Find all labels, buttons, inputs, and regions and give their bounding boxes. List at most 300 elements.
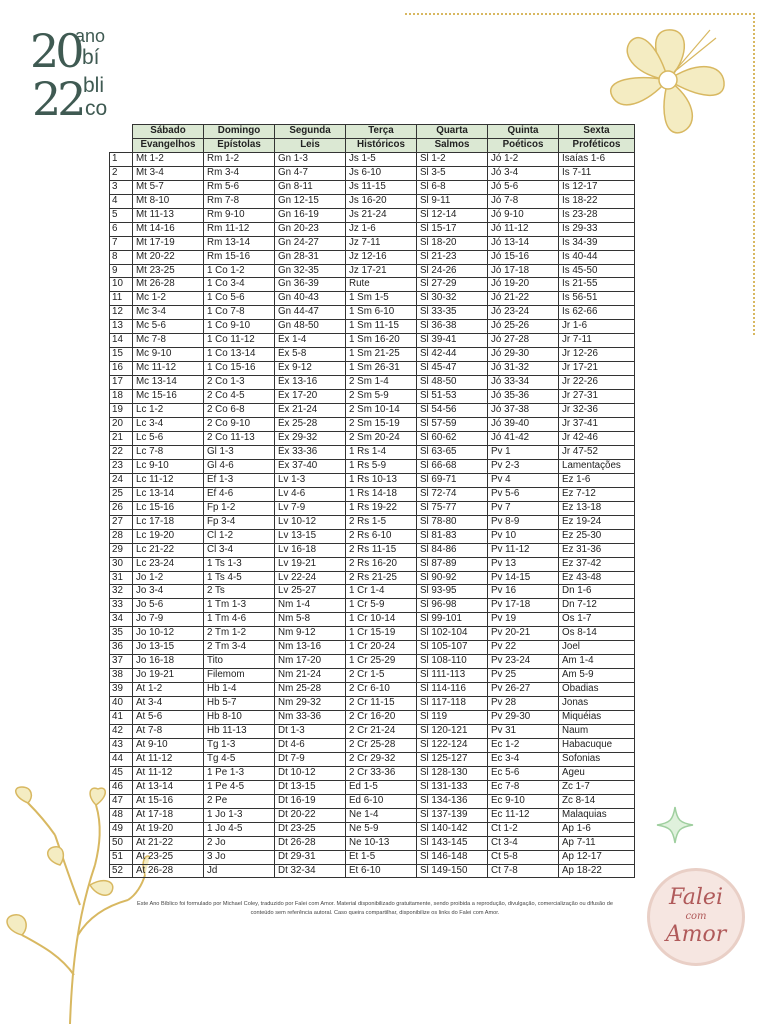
wednesday-reading: Sl 51-53 [417,390,488,404]
table-row [110,208,635,222]
tuesday-reading: Ne 10-13 [346,836,417,850]
monday-reading: Dt 10-12 [275,766,346,780]
tuesday-reading: 2 Rs 16-20 [346,557,417,571]
sunday-reading: 2 Tm 3-4 [204,641,275,655]
table-row [110,697,635,711]
thursday-reading: Pv 28 [488,697,559,711]
tuesday-reading: 2 Rs 21-25 [346,571,417,585]
saturday-reading: Mt 14-16 [133,222,204,236]
friday-reading: Is 34-39 [559,236,635,250]
friday-reading: Os 1-7 [559,613,635,627]
week-number: 3 [110,180,133,194]
saturday-reading: Lc 21-22 [133,543,204,557]
header-genre-psalms: Salmos [417,138,488,152]
monday-reading: Nm 21-24 [275,669,346,683]
saturday-reading: Jo 19-21 [133,669,204,683]
sunday-reading: Rm 7-8 [204,194,275,208]
wednesday-reading: Sl 60-62 [417,431,488,445]
tuesday-reading: 1 Cr 25-29 [346,655,417,669]
table-row [110,864,635,878]
friday-reading: Ez 43-48 [559,571,635,585]
table-row [110,780,635,794]
header-day-tuesday: Terça [346,125,417,139]
sunday-reading: Rm 15-16 [204,250,275,264]
table-row [110,473,635,487]
monday-reading: Lv 19-21 [275,557,346,571]
wednesday-reading: Sl 128-130 [417,766,488,780]
wednesday-reading: Sl 122-124 [417,738,488,752]
thursday-reading: Pv 10 [488,529,559,543]
friday-reading: Jr 1-6 [559,320,635,334]
sunday-reading: 2 Co 9-10 [204,418,275,432]
tuesday-reading: 2 Cr 33-36 [346,766,417,780]
monday-reading: Gn 20-23 [275,222,346,236]
table-row [110,711,635,725]
table-row [110,236,635,250]
table-row [110,501,635,515]
friday-reading: Os 8-14 [559,627,635,641]
sunday-reading: Ef 4-6 [204,487,275,501]
tuesday-reading: 1 Rs 10-13 [346,473,417,487]
thursday-reading: Ec 5-6 [488,766,559,780]
week-number: 23 [110,459,133,473]
wednesday-reading: Sl 120-121 [417,724,488,738]
footnote: Este Ano Bíblico foi formulado por Michael Coley, traduzido por Falei com Amor. Material disponibilizado gratuitamente, sendo proibida a reprodução, divulgação, comercialização ou difusão de conteúdo sem referência autoral. Caso queira compartilhar, disponibilize os links do Falei com Amor. [137,901,613,916]
monday-reading: Gn 40-43 [275,292,346,306]
saturday-reading: Lc 23-24 [133,557,204,571]
friday-reading: Ez 25-30 [559,529,635,543]
week-number: 33 [110,599,133,613]
sunday-reading: 2 Co 6-8 [204,404,275,418]
wednesday-reading: Sl 137-139 [417,808,488,822]
tuesday-reading: 2 Sm 15-19 [346,418,417,432]
saturday-reading: Jo 13-15 [133,641,204,655]
friday-reading: Jonas [559,697,635,711]
friday-reading: Ageu [559,766,635,780]
saturday-reading: Mc 7-8 [133,334,204,348]
sunday-reading: 1 Co 5-6 [204,292,275,306]
friday-reading: Jr 47-52 [559,445,635,459]
wednesday-reading: Sl 54-56 [417,404,488,418]
week-number: 13 [110,320,133,334]
thursday-reading: Jó 35-36 [488,390,559,404]
table-row [110,836,635,850]
sunday-reading: 1 Jo 4-5 [204,822,275,836]
friday-reading: Ez 31-36 [559,543,635,557]
saturday-reading: Mc 5-6 [133,320,204,334]
friday-reading: Miquéias [559,711,635,725]
wednesday-reading: Sl 39-41 [417,334,488,348]
table-row [110,515,635,529]
monday-reading: Lv 25-27 [275,585,346,599]
week-number: 27 [110,515,133,529]
sunday-reading: 1 Co 1-2 [204,264,275,278]
friday-reading: Am 5-9 [559,669,635,683]
thursday-reading: Ct 3-4 [488,836,559,850]
saturday-reading: At 13-14 [133,780,204,794]
week-number: 39 [110,683,133,697]
tuesday-reading: 2 Rs 11-15 [346,543,417,557]
table-row [110,613,635,627]
sunday-reading: Fp 1-2 [204,501,275,515]
monday-reading: Nm 17-20 [275,655,346,669]
friday-reading: Ap 1-6 [559,822,635,836]
monday-reading: Dt 23-25 [275,822,346,836]
friday-reading: Am 1-4 [559,655,635,669]
tuesday-reading: 2 Rs 6-10 [346,529,417,543]
stamp-line-3: Amor [665,922,727,947]
week-number: 45 [110,766,133,780]
thursday-reading: Ec 1-2 [488,738,559,752]
saturday-reading: At 19-20 [133,822,204,836]
wednesday-reading: Sl 1-2 [417,152,488,166]
sunday-reading: 1 Jo 1-3 [204,808,275,822]
week-number: 38 [110,669,133,683]
thursday-reading: Pv 20-21 [488,627,559,641]
tuesday-reading: 1 Rs 1-4 [346,445,417,459]
wednesday-reading: Sl 93-95 [417,585,488,599]
friday-reading: Obadias [559,683,635,697]
table-row [110,348,635,362]
sunday-reading: 2 Tm 1-2 [204,627,275,641]
wednesday-reading: Sl 63-65 [417,445,488,459]
sunday-reading: 1 Co 7-8 [204,306,275,320]
sunday-reading: 1 Tm 4-6 [204,613,275,627]
year-logo [30,22,140,127]
friday-reading: Ez 13-18 [559,501,635,515]
thursday-reading: Ec 3-4 [488,752,559,766]
monday-reading: Nm 25-28 [275,683,346,697]
monday-reading: Êx 17-20 [275,390,346,404]
monday-reading: Dt 26-28 [275,836,346,850]
table-row [110,418,635,432]
friday-reading: Is 56-51 [559,292,635,306]
week-number: 10 [110,278,133,292]
tuesday-reading: Jz 12-16 [346,250,417,264]
thursday-reading: Jó 25-26 [488,320,559,334]
thursday-reading: Ct 5-8 [488,850,559,864]
week-number: 9 [110,264,133,278]
friday-reading: Jr 17-21 [559,362,635,376]
saturday-reading: Jo 3-4 [133,585,204,599]
logo-ano: ano [75,26,106,46]
tuesday-reading: Et 1-5 [346,850,417,864]
monday-reading: Lv 4-6 [275,487,346,501]
thursday-reading: Pv 7 [488,501,559,515]
monday-reading: Lv 10-12 [275,515,346,529]
sunday-reading: 1 Co 3-4 [204,278,275,292]
reading-plan-table [109,124,635,878]
sunday-reading: 1 Co 9-10 [204,320,275,334]
week-number: 14 [110,334,133,348]
friday-reading: Habacuque [559,738,635,752]
wednesday-reading: Sl 72-74 [417,487,488,501]
saturday-reading: Mt 5-7 [133,180,204,194]
tuesday-reading: 1 Cr 5-9 [346,599,417,613]
thursday-reading: Ec 11-12 [488,808,559,822]
friday-reading: Is 21-55 [559,278,635,292]
header-day-friday: Sexta [559,125,635,139]
monday-reading: Lv 13-15 [275,529,346,543]
sunday-reading: 1 Co 13-14 [204,348,275,362]
wednesday-reading: Sl 36-38 [417,320,488,334]
wednesday-reading: Sl 18-20 [417,236,488,250]
saturday-reading: Mt 17-19 [133,236,204,250]
thursday-reading: Jó 13-14 [488,236,559,250]
monday-reading: Nm 29-32 [275,697,346,711]
thursday-reading: Pv 25 [488,669,559,683]
table-row [110,264,635,278]
thursday-reading: Jó 27-28 [488,334,559,348]
saturday-reading: Mt 20-22 [133,250,204,264]
table-row [110,250,635,264]
thursday-reading: Pv 8-9 [488,515,559,529]
header-genre-gospels: Evangelhos [133,138,204,152]
friday-reading: Isaías 1-6 [559,152,635,166]
tuesday-reading: Jz 1-6 [346,222,417,236]
thursday-reading: Pv 31 [488,724,559,738]
week-number: 16 [110,362,133,376]
wednesday-reading: Sl 117-118 [417,697,488,711]
table-row [110,738,635,752]
monday-reading: Gn 32-35 [275,264,346,278]
week-number: 20 [110,418,133,432]
saturday-reading: At 26-28 [133,864,204,878]
thursday-reading: Ct 1-2 [488,822,559,836]
tuesday-reading: 1 Sm 21-25 [346,348,417,362]
week-number: 44 [110,752,133,766]
tuesday-reading: 2 Cr 6-10 [346,683,417,697]
monday-reading: Lv 7-9 [275,501,346,515]
monday-reading: Dt 29-31 [275,850,346,864]
saturday-reading: Lc 9-10 [133,459,204,473]
wednesday-reading: Sl 69-71 [417,473,488,487]
friday-reading: Jr 32-36 [559,404,635,418]
thursday-reading: Jó 19-20 [488,278,559,292]
thursday-reading: Pv 17-18 [488,599,559,613]
thursday-reading: Jó 15-16 [488,250,559,264]
header-day-sunday: Domingo [204,125,275,139]
saturday-reading: At 11-12 [133,752,204,766]
week-number: 22 [110,445,133,459]
table-row [110,166,635,180]
friday-reading: Is 40-44 [559,250,635,264]
monday-reading: Êx 25-28 [275,418,346,432]
sunday-reading: Rm 13-14 [204,236,275,250]
sunday-reading: 2 Co 4-5 [204,390,275,404]
sunday-reading: Tg 4-5 [204,752,275,766]
falei-com-amor-stamp [647,868,745,966]
sunday-reading: 3 Jo [204,850,275,864]
sunday-reading: Fp 3-4 [204,515,275,529]
thursday-reading: Pv 2-3 [488,459,559,473]
tuesday-reading: Jz 7-11 [346,236,417,250]
reading-plan-body [110,152,635,878]
saturday-reading: Lc 5-6 [133,431,204,445]
tuesday-reading: 2 Cr 16-20 [346,711,417,725]
tuesday-reading: 2 Cr 25-28 [346,738,417,752]
thursday-reading: Pv 5-6 [488,487,559,501]
wednesday-reading: Sl 15-17 [417,222,488,236]
stamp-line-1: Falei [669,885,723,910]
sunday-reading: Hb 1-4 [204,683,275,697]
wednesday-reading: Sl 131-133 [417,780,488,794]
table-row [110,627,635,641]
logo-20: 20 [30,24,81,78]
tuesday-reading: 1 Cr 15-19 [346,627,417,641]
sunday-reading: Rm 1-2 [204,152,275,166]
saturday-reading: Lc 19-20 [133,529,204,543]
thursday-reading: Jó 7-8 [488,194,559,208]
saturday-reading: Mc 9-10 [133,348,204,362]
thursday-reading: Ec 9-10 [488,794,559,808]
table-row [110,222,635,236]
sunday-reading: Rm 9-10 [204,208,275,222]
tuesday-reading: Et 6-10 [346,864,417,878]
table-row [110,445,635,459]
saturday-reading: Lc 11-12 [133,473,204,487]
friday-reading: Jr 37-41 [559,418,635,432]
week-number: 31 [110,571,133,585]
monday-reading: Nm 5-8 [275,613,346,627]
tuesday-reading: 1 Rs 14-18 [346,487,417,501]
table-row [110,194,635,208]
logo-22: 22 [32,72,83,126]
friday-reading: Ez 19-24 [559,515,635,529]
table-row [110,794,635,808]
table-row [110,278,635,292]
thursday-reading: Jó 1-2 [488,152,559,166]
sunday-reading: Rm 5-6 [204,180,275,194]
wednesday-reading: Sl 21-23 [417,250,488,264]
thursday-reading: Pv 13 [488,557,559,571]
week-number: 46 [110,780,133,794]
week-number: 42 [110,724,133,738]
table-row [110,459,635,473]
friday-reading: Is 7-11 [559,166,635,180]
header-genre-prophecy: Proféticos [559,138,635,152]
tuesday-reading: 1 Cr 1-4 [346,585,417,599]
logo-bli: bli [83,74,105,97]
saturday-reading: Jo 16-18 [133,655,204,669]
wednesday-reading: Sl 125-127 [417,752,488,766]
thursday-reading: Jó 3-4 [488,166,559,180]
thursday-reading: Pv 14-15 [488,571,559,585]
saturday-reading: At 9-10 [133,738,204,752]
sunday-reading: 2 Jo [204,836,275,850]
table-row [110,557,635,571]
table-row [110,376,635,390]
table-row [110,571,635,585]
wednesday-reading: Sl 149-150 [417,864,488,878]
tuesday-reading: Ne 1-4 [346,808,417,822]
table-row [110,362,635,376]
sunday-reading: 1 Ts 1-3 [204,557,275,571]
friday-reading: Ez 7-12 [559,487,635,501]
header-day-monday: Segunda [275,125,346,139]
tuesday-reading: 1 Sm 6-10 [346,306,417,320]
monday-reading: Dt 4-6 [275,738,346,752]
wednesday-reading: Sl 9-11 [417,194,488,208]
monday-reading: Êx 9-12 [275,362,346,376]
header-genre-history: Históricos [346,138,417,152]
table-row [110,766,635,780]
thursday-reading: Jó 17-18 [488,264,559,278]
week-number: 50 [110,836,133,850]
friday-reading: Zc 1-7 [559,780,635,794]
tuesday-reading: 1 Sm 1-5 [346,292,417,306]
thursday-reading: Pv 1 [488,445,559,459]
sparkle-star-icon [656,806,694,844]
friday-reading: Dn 7-12 [559,599,635,613]
week-number: 7 [110,236,133,250]
thursday-reading: Jó 9-10 [488,208,559,222]
table-row [110,487,635,501]
tuesday-reading: Js 1-5 [346,152,417,166]
monday-reading: Gn 4-7 [275,166,346,180]
tuesday-reading: 1 Rs 5-9 [346,459,417,473]
wednesday-reading: Sl 99-101 [417,613,488,627]
wednesday-reading: Sl 111-113 [417,669,488,683]
monday-reading: Êx 33-36 [275,445,346,459]
header-corner [110,138,133,152]
saturday-reading: At 11-12 [133,766,204,780]
thursday-reading: Jó 11-12 [488,222,559,236]
sunday-reading: 1 Co 11-12 [204,334,275,348]
sunday-reading: Hb 8-10 [204,711,275,725]
monday-reading: Êx 21-24 [275,404,346,418]
tuesday-reading: Rute [346,278,417,292]
friday-reading: Zc 8-14 [559,794,635,808]
wednesday-reading: Sl 42-44 [417,348,488,362]
friday-reading: Malaquias [559,808,635,822]
thursday-reading: Pv 16 [488,585,559,599]
friday-reading: Dn 1-6 [559,585,635,599]
tuesday-reading: 1 Rs 19-22 [346,501,417,515]
wednesday-reading: Sl 3-5 [417,166,488,180]
saturday-reading: Lc 13-14 [133,487,204,501]
monday-reading: Gn 44-47 [275,306,346,320]
week-number: 17 [110,376,133,390]
saturday-reading: Jo 10-12 [133,627,204,641]
thursday-reading: Jó 5-6 [488,180,559,194]
saturday-reading: Mt 3-4 [133,166,204,180]
table-row [110,431,635,445]
thursday-reading: Ec 7-8 [488,780,559,794]
saturday-reading: At 17-18 [133,808,204,822]
friday-reading: Lamentações [559,459,635,473]
monday-reading: Êx 5-8 [275,348,346,362]
monday-reading: Lv 16-18 [275,543,346,557]
saturday-reading: At 7-8 [133,724,204,738]
saturday-reading: Lc 3-4 [133,418,204,432]
week-number: 40 [110,697,133,711]
monday-reading: Gn 24-27 [275,236,346,250]
thursday-reading: Jó 37-38 [488,404,559,418]
thursday-reading: Pv 11-12 [488,543,559,557]
tuesday-reading: Ed 6-10 [346,794,417,808]
table-row [110,599,635,613]
thursday-reading: Jó 33-34 [488,376,559,390]
thursday-reading: Pv 22 [488,641,559,655]
header-days-row [110,125,635,139]
sunday-reading: 2 Pe [204,794,275,808]
friday-reading: Jr 42-46 [559,431,635,445]
table-row [110,152,635,166]
thursday-reading: Jó 41-42 [488,431,559,445]
wednesday-reading: Sl 146-148 [417,850,488,864]
table-row [110,585,635,599]
